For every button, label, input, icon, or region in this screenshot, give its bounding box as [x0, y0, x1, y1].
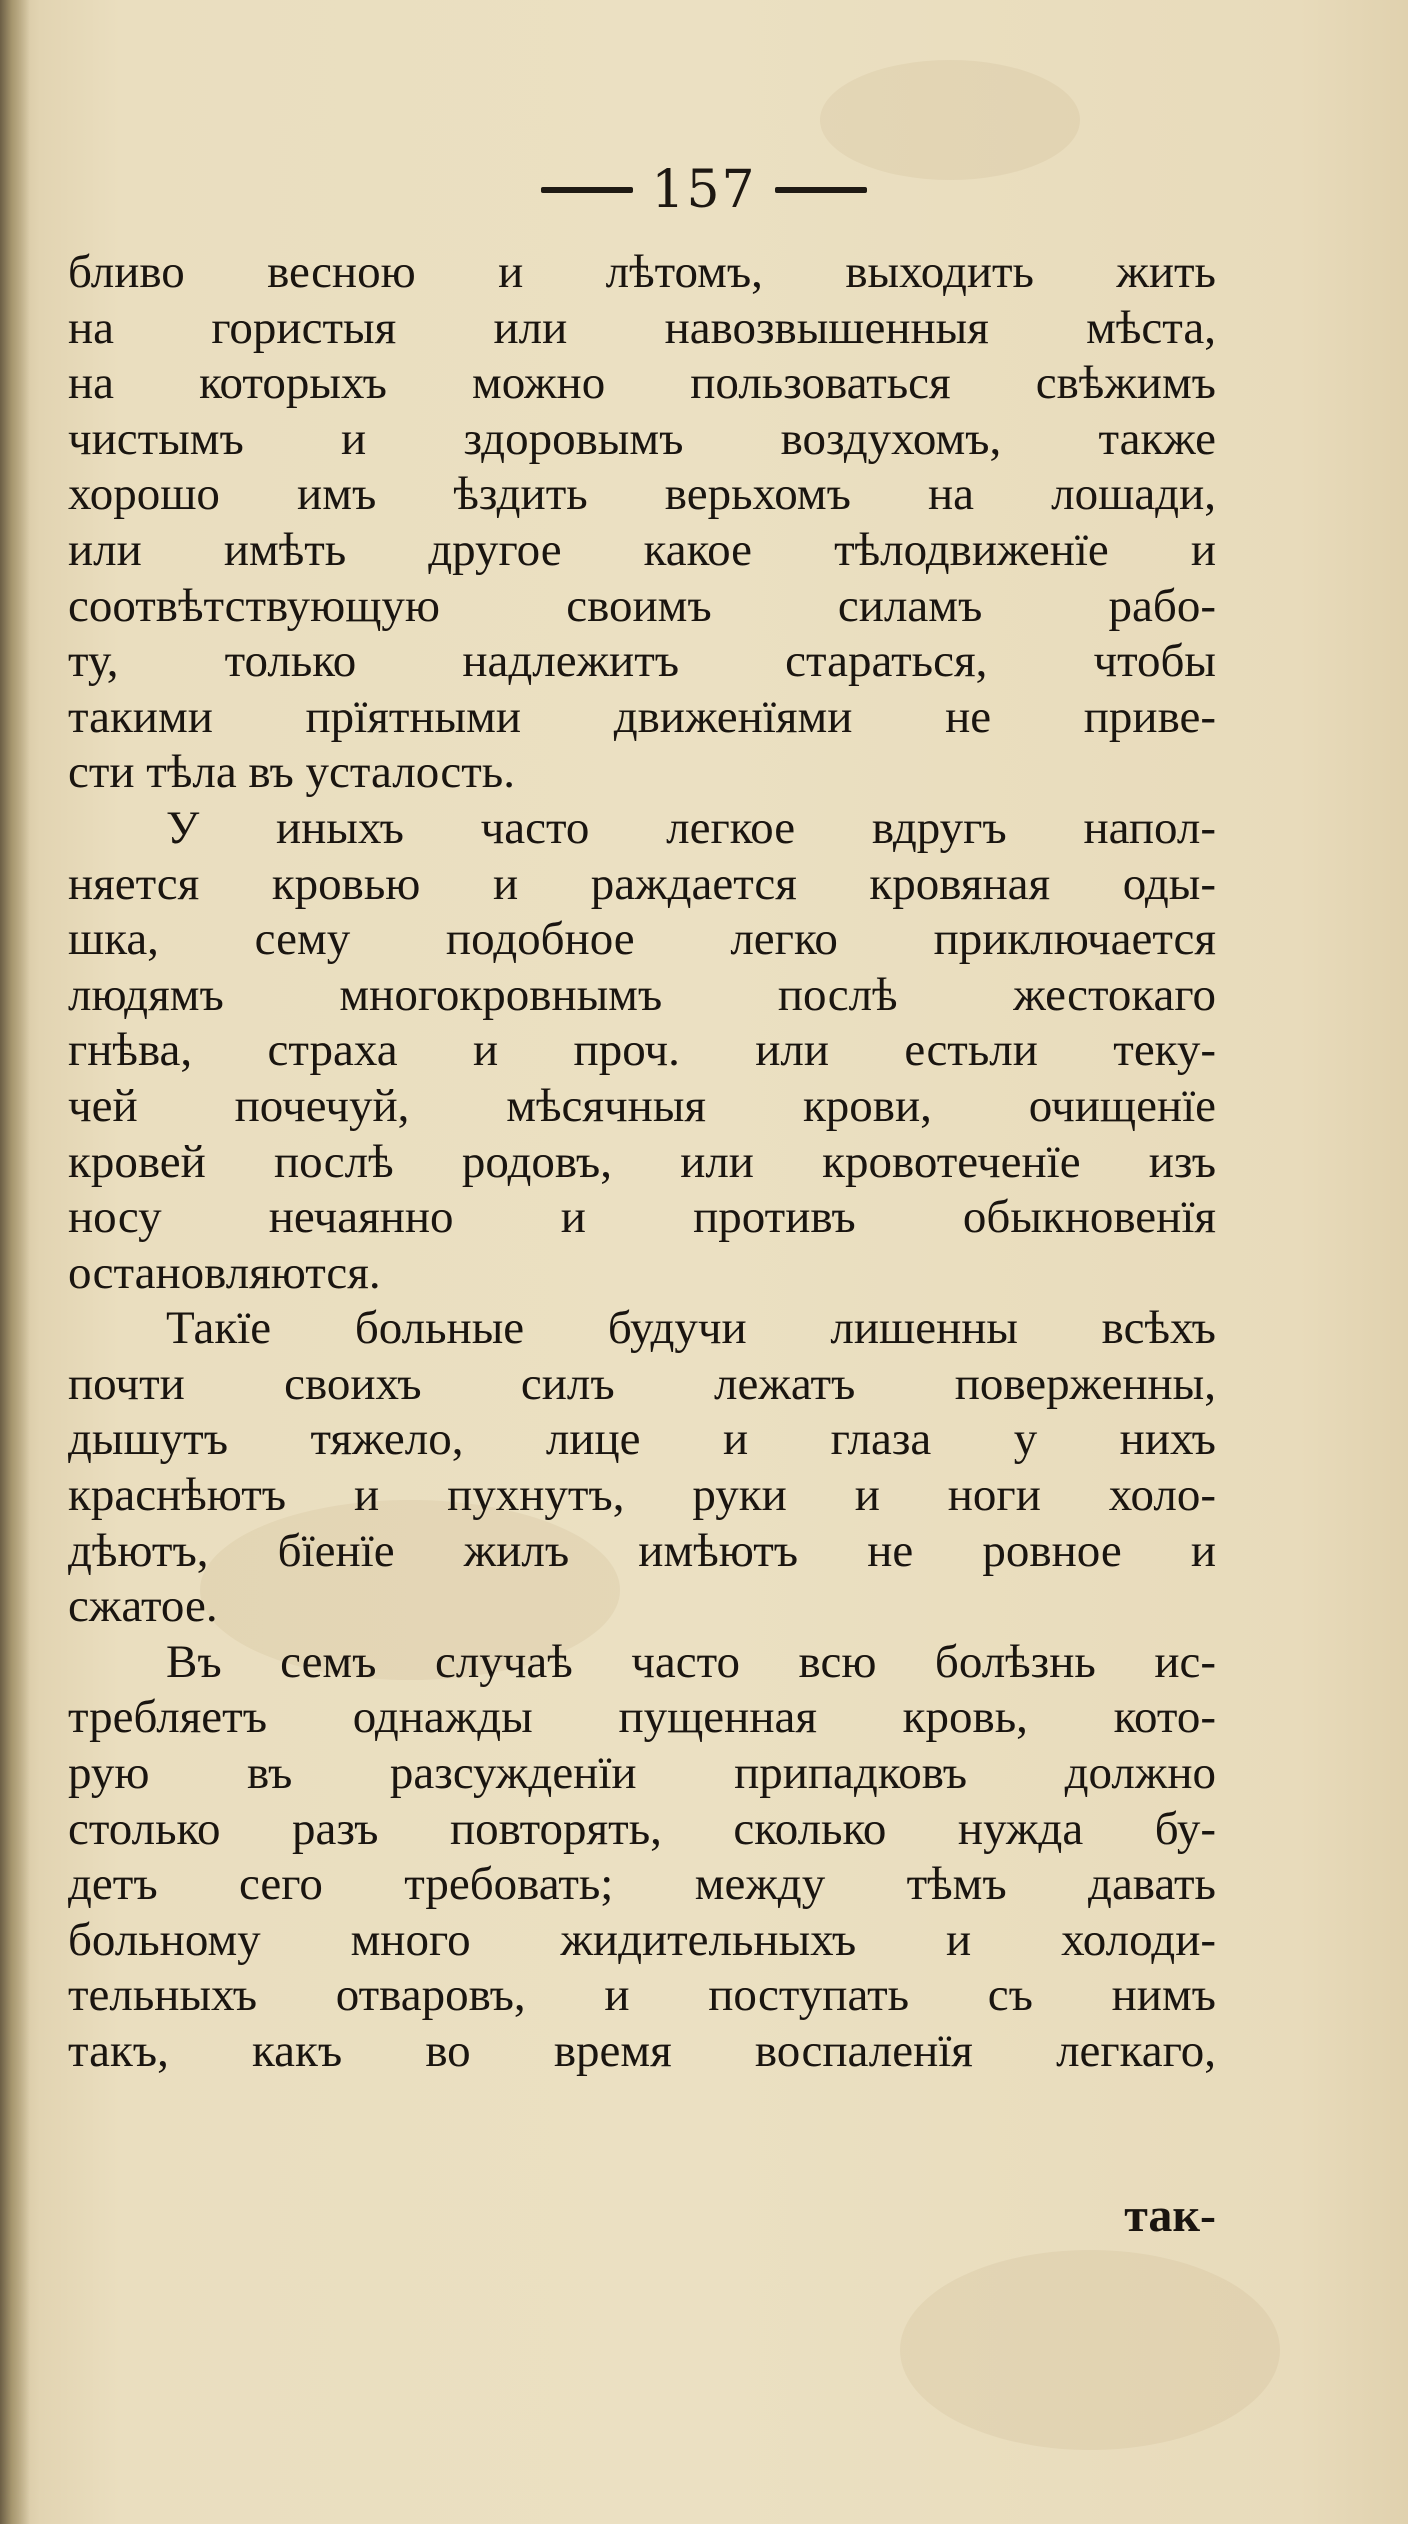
paper-stain — [900, 2250, 1280, 2450]
text-line: почти своихъ силъ лежатъ поверженны, — [68, 1357, 1216, 1410]
text-line: кровей послѣ родовъ, или кровотеченїе изъ — [68, 1135, 1216, 1188]
page-number: 157 — [651, 160, 757, 220]
text-line: больному много жидительныхъ и холоди- — [68, 1913, 1216, 1966]
text-line: требляетъ однажды пущенная кровь, кото- — [68, 1691, 1216, 1744]
binding-shadow — [0, 0, 30, 2524]
text-line: чей почечуй, мѣсячныя крови, очищенїе — [68, 1079, 1216, 1132]
text-line: няется кровью и раждается кровяная оды- — [68, 857, 1216, 910]
text-line: хорошо имъ ѣздить верьхомъ на лошади, — [68, 468, 1216, 521]
text-line: соотвѣтствующую своимъ силамъ рабо- — [68, 579, 1216, 632]
text-line: на гористыя или навозвышенныя мѣста, — [68, 301, 1216, 354]
text-line: такъ, какъ во время воспаленїя легкаго, — [68, 2025, 1216, 2077]
text-line: чистымъ и здоровымъ воздухомъ, также — [68, 412, 1216, 465]
text-line: сти тѣла въ усталость. — [68, 746, 515, 799]
text-line: сжатое. — [68, 1580, 218, 1633]
text-line: на которыхъ можно пользоваться свѣжимъ — [68, 357, 1216, 410]
header-dash-right — [775, 187, 867, 193]
text-line: такими прїятными движенїями не приве- — [68, 690, 1216, 743]
text-line: носу нечаянно и противъ обыкновенїя — [68, 1191, 1216, 1244]
text-line: людямъ многокровнымъ послѣ жестокаго — [68, 968, 1216, 1021]
paragraph-start-line: Такїе больные будучи лишенны всѣхъ — [166, 1302, 1216, 1355]
text-line: столько разъ повторять, сколько нужда бу- — [68, 1802, 1216, 1855]
text-line: ту, только надлежитъ стараться, чтобы — [68, 635, 1216, 688]
text-line: детъ сего требовать; между тѣмъ давать — [68, 1858, 1216, 1911]
text-line: остановляются. — [68, 1246, 381, 1299]
text-line: краснѣютъ и пухнутъ, руки и ноги холо- — [68, 1469, 1216, 1522]
catchword: так- — [1124, 2189, 1216, 2242]
text-line: шка, сему подобное легко приключается — [68, 913, 1216, 966]
text-line: рую въ разсужденїи припадковъ должно — [68, 1747, 1216, 1800]
body-text — [68, 245, 1216, 2080]
text-line: дышутъ тяжело, лице и глаза у нихъ — [68, 1413, 1216, 1466]
header-dash-left — [541, 187, 633, 193]
page-header — [0, 150, 1408, 230]
paragraph-start-line: Въ семъ случаѣ часто всю болѣзнь ис- — [166, 1635, 1216, 1688]
text-line: или имѣть другое какое тѣлодвиженїе и — [68, 523, 1216, 576]
text-line: дѣютъ, бїенїе жилъ имѣютъ не ровное и — [68, 1524, 1216, 1577]
paragraph-start-line: У иныхъ часто легкое вдругъ напол- — [166, 801, 1216, 854]
text-line: гнѣва, страха и проч. или естьли теку- — [68, 1024, 1216, 1077]
text-line: тельныхъ отваровъ, и поступать съ нимъ — [68, 1969, 1216, 2022]
text-line: бливо весною и лѣтомъ, выходить жить — [68, 246, 1216, 298]
